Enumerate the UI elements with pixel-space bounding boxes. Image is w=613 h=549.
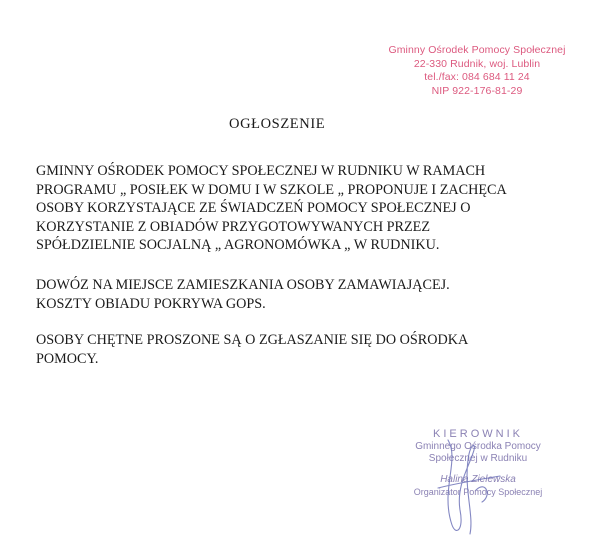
stamp-person-role: Organizator Pomocy Społecznej bbox=[413, 487, 543, 497]
paragraph-line: KORZYSTANIE Z OBIADÓW PRZYGOTOWYWANYCH PRZEZ bbox=[36, 218, 430, 235]
paragraph-line: OSOBY KORZYSTAJĄCE ZE ŚWIADCZEŃ POMOCY SPOŁECZNEJ O bbox=[36, 200, 471, 217]
paragraph-program bbox=[36, 162, 596, 255]
paragraph-line: SPÓŁDZIELNIE SOCJALNĄ „ AGRONOMÓWKA „ W RUDNIKU. bbox=[36, 237, 440, 254]
paragraph-line: POMOCY. bbox=[36, 350, 99, 367]
stamp-line-institution: Gminny Ośrodek Pomocy Społecznej bbox=[388, 44, 566, 56]
paragraph-line: KOSZTY OBIADU POKRYWA GOPS. bbox=[36, 295, 266, 312]
paragraph-line: GMINNY OŚRODEK POMOCY SPOŁECZNEJ W RUDNIKU W RAMACH bbox=[36, 163, 486, 179]
institution-stamp bbox=[384, 44, 570, 98]
paragraph-line: OSOBY CHĘTNE PROSZONE SĄ O ZGŁASZANIE SIĘ DO OŚRODKA bbox=[36, 332, 469, 348]
paragraph-contact bbox=[36, 331, 596, 368]
paragraph-line: DOWÓZ NA MIEJSCE ZAMIESZKANIA OSOBY ZAMAWIAJĄCEJ. bbox=[36, 277, 450, 293]
stamp-line-address: 22-330 Rudnik, woj. Lublin bbox=[413, 57, 541, 70]
paragraph-delivery bbox=[36, 276, 596, 313]
paragraph-line: PROGRAMU „ POSIŁEK W DOMU I W SZKOLE „ PROPONUJE I ZACHĘCA bbox=[36, 181, 507, 198]
stamp-title: KIEROWNIK bbox=[433, 428, 523, 440]
stamp-line-institution: Gminnego Ośrodka Pomocy bbox=[415, 441, 541, 452]
document-title: OGŁOSZENIE bbox=[229, 116, 326, 132]
stamp-line-nip: NIP 922-176-81-29 bbox=[431, 84, 523, 97]
stamp-person-name: Halina Zielewska bbox=[440, 474, 516, 485]
handwritten-signature bbox=[430, 430, 510, 540]
stamp-line-phone: tel./fax: 084 684 11 24 bbox=[424, 71, 530, 83]
stamp-line-municipality: Społecznej w Rudniku bbox=[428, 453, 528, 464]
